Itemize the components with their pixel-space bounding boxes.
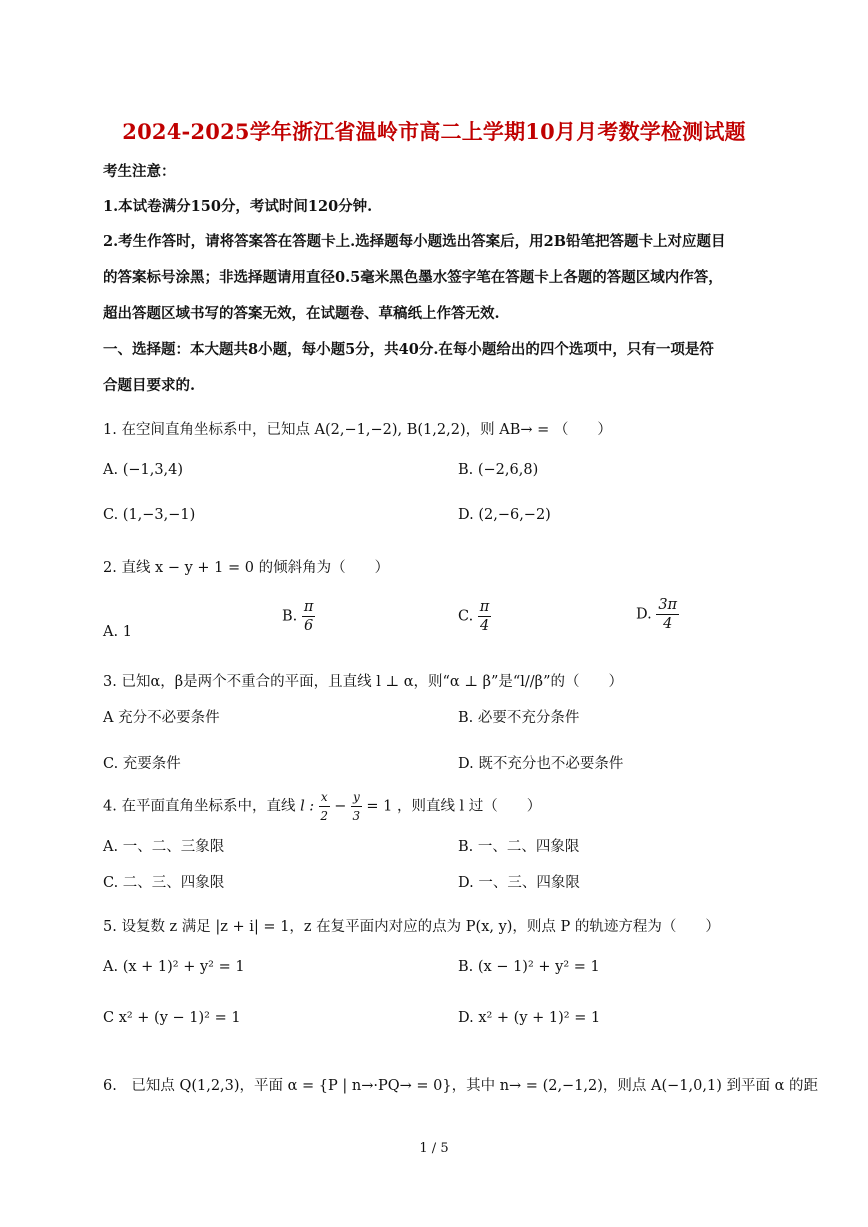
question-3-option-b: B. 必要不充分条件	[458, 710, 580, 726]
page-number: 1 / 5	[419, 1141, 449, 1156]
question-5-option-d: D. x² + (y + 1)² = 1	[458, 1010, 601, 1026]
question-4-option-c: C. 二、三、四象限	[103, 875, 225, 891]
question-1-option-b: B. (−2,6,8)	[458, 462, 539, 478]
stem-prefix: 4. 在平面直角坐标系中，直线	[103, 798, 296, 815]
denominator: 4	[663, 616, 673, 632]
question-2-option-d	[636, 596, 679, 633]
question-3-option-c: C. 充要条件	[103, 756, 181, 772]
section-1-heading-line-1: 一、选择题：本大题共8小题，每小题5分，共40分.在每小题给出的四个选项中，只有一项是符	[103, 341, 714, 358]
notice-item-2-line-2: 的答案标号涂黑；非选择题请用直径0.5毫米黑色墨水签字笔在答题卡上各题的答题区域内作答，	[103, 269, 723, 286]
question-5-option-b: B. (x − 1)² + y² = 1	[458, 959, 600, 975]
question-4-stem	[103, 788, 541, 825]
question-2-option-b	[282, 598, 315, 635]
question-2-option-c	[458, 598, 491, 635]
question-1-stem: 1. 在空间直角坐标系中，已知点 A(2,−1,−2), B(1,2,2)，则 AB→ = （ ）	[103, 422, 612, 438]
question-1-option-c: C. (1,−3,−1)	[103, 507, 196, 523]
question-3-option-a: A 充分不必要条件	[103, 710, 220, 726]
option-label: D.	[636, 606, 652, 623]
question-6-stem: 6. 已知点 Q(1,2,3)，平面 α = {P | n→·PQ→ = 0}，其中 n→ = (2,−1,2)，则点 A(−1,0,1) 到平面 α 的距	[103, 1078, 818, 1094]
notice-heading: 考生注意：	[103, 163, 176, 180]
option-label: B.	[282, 608, 298, 625]
minus-sign: −	[334, 798, 347, 815]
denominator: 2	[320, 809, 329, 823]
question-2-option-a: A. 1	[103, 624, 132, 640]
notice-item-1: 1.本试卷满分150分，考试时间120分钟.	[103, 198, 373, 215]
fraction	[478, 598, 492, 635]
numerator: 3π	[658, 597, 678, 613]
fraction	[302, 598, 316, 635]
equals-one: = 1	[366, 798, 393, 815]
question-3-stem: 3. 已知α，β是两个不重合的平面，且直线 l ⊥ α，则“α ⊥ β”是“l//β”的（ ）	[103, 674, 623, 690]
question-5-stem: 5. 设复数 z 满足 |z + i| = 1，z 在复平面内对应的点为 P(x, y)，则点 P 的轨迹方程为（ ）	[103, 919, 720, 935]
notice-item-2-line-3: 超出答题区域书写的答案无效，在试题卷、草稿纸上作答无效.	[103, 305, 500, 322]
question-4-option-d: D. 一、三、四象限	[458, 875, 580, 891]
fraction-x	[319, 788, 330, 825]
numerator: y	[351, 788, 362, 807]
question-5-option-a: A. (x + 1)² + y² = 1	[103, 959, 245, 975]
numerator: π	[479, 599, 490, 615]
exam-title: 2024-2025学年浙江省温岭市高二上学期10月月考数学检测试题	[122, 119, 746, 144]
question-5-option-c: C x² + (y − 1)² = 1	[103, 1010, 241, 1026]
notice-item-2-line-1: 2.考生作答时，请将答案答在答题卡上.选择题每小题选出答案后，用2B铅笔把答题卡上对应题目	[103, 233, 726, 250]
fraction	[656, 596, 679, 633]
question-4-option-a: A. 一、二、三象限	[103, 839, 225, 855]
option-label: C.	[458, 608, 474, 625]
fraction-y	[351, 788, 362, 825]
numerator: x	[319, 788, 330, 807]
denominator: 4	[479, 618, 490, 634]
question-3-option-d: D. 既不充分也不必要条件	[458, 756, 624, 772]
question-1-option-a: A. (−1,3,4)	[103, 462, 184, 478]
question-2-stem: 2. 直线 x − y + 1 = 0 的倾斜角为（ ）	[103, 560, 390, 576]
denominator: 3	[352, 809, 361, 823]
numerator: π	[303, 599, 314, 615]
question-4-option-b: B. 一、二、四象限	[458, 839, 580, 855]
stem-suffix: ，则直线 l 过（ ）	[396, 798, 542, 815]
line-label: l :	[300, 798, 315, 815]
section-1-heading-line-2: 合题目要求的.	[103, 377, 196, 394]
denominator: 6	[304, 618, 314, 634]
question-1-option-d: D. (2,−6,−2)	[458, 507, 551, 523]
